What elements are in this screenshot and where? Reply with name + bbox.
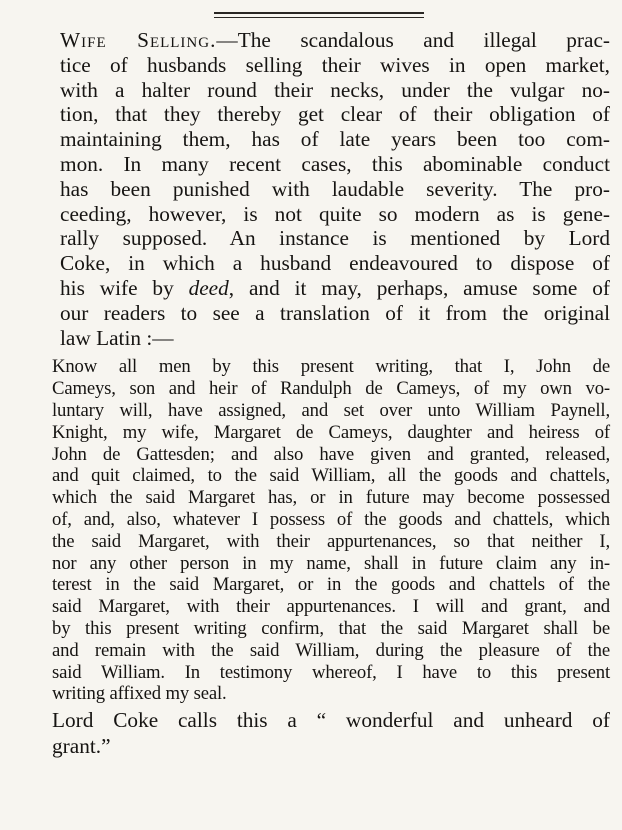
intro-line-last: law Latin :— bbox=[60, 325, 174, 350]
deed-line: terest in the said Margaret, or in the goods and chattels of the bbox=[52, 574, 610, 596]
line-1 bbox=[30, 28, 610, 53]
closing-line-last: grant.” bbox=[52, 734, 111, 759]
deed-line: and remain with the said William, during the pleasure of the bbox=[52, 639, 610, 661]
closing-paragraph bbox=[30, 707, 610, 759]
intro-line: tion, that they thereby get clear of their obligation of bbox=[60, 102, 610, 127]
intro-line: maintaining them, has of late years been too com- bbox=[60, 127, 610, 152]
deed-line: Knight, my wife, Margaret de Cameys, daughter and heiress of bbox=[52, 421, 610, 443]
intro-line: —The scandalous and illegal prac- bbox=[216, 28, 610, 52]
deed-line: John de Gattesden; and also have given and granted, released, bbox=[52, 443, 610, 465]
deed-line: Know all men by this present writing, that I, John de bbox=[52, 356, 610, 378]
deed-line: which the said Margaret has, or in future may become possessed bbox=[52, 487, 610, 509]
intro-line: Coke, in which a husband endeavoured to dispose of bbox=[60, 251, 610, 276]
deed-line: luntary will, have assigned, and set over unto William Paynell, bbox=[52, 399, 610, 421]
closing-line: Lord Coke calls this a “ wonderful and unheard of bbox=[52, 708, 610, 733]
deed-line: Cameys, son and heir of Randulph de Cameys, of my own vo- bbox=[52, 378, 610, 400]
intro-line: our readers to see a translation of it from the original bbox=[60, 300, 610, 325]
emphasis-deed: deed bbox=[188, 275, 229, 300]
intro-text: his wife by bbox=[60, 275, 189, 300]
top-rule bbox=[214, 12, 424, 14]
intro-text: , and it may, perhaps, amuse some of bbox=[228, 275, 610, 300]
intro-paragraph bbox=[30, 28, 610, 350]
article-heading: Wife Selling. bbox=[60, 28, 217, 52]
deed-line: of, and, also, whatever I possess of the goods and chattels, which bbox=[52, 508, 610, 530]
intro-line: mon. In many recent cases, this abominable conduct bbox=[60, 151, 610, 176]
intro-line: with a halter round their necks, under the vulgar no- bbox=[60, 77, 610, 102]
intro-line: tice of husbands selling their wives in open market, bbox=[60, 52, 610, 77]
deed-line: by this present writing confirm, that the said Margaret shall be bbox=[52, 617, 610, 639]
top-rule-thin bbox=[214, 17, 424, 18]
intro-line-11 bbox=[30, 276, 610, 301]
deed-line: the said Margaret, with their appurtenances, so that neither I, bbox=[52, 530, 610, 552]
deed-line: said Margaret, with their appurtenances. I will and grant, and bbox=[52, 596, 610, 618]
deed-quotation bbox=[30, 356, 610, 705]
deed-line-last: writing affixed my seal. bbox=[52, 683, 227, 705]
intro-line: rally supposed. An instance is mentioned by Lord bbox=[60, 226, 610, 251]
intro-line: ceeding, however, is not quite so modern as is gene- bbox=[60, 201, 610, 226]
deed-line: and quit claimed, to the said William, all the goods and chattels, bbox=[52, 465, 610, 487]
intro-line: has been punished with laudable severity. The pro- bbox=[60, 176, 610, 201]
deed-line: said William. In testimony whereof, I have to this present bbox=[52, 661, 610, 683]
deed-line: nor any other person in my name, shall in future claim any in- bbox=[52, 552, 610, 574]
article-column bbox=[30, 28, 610, 759]
